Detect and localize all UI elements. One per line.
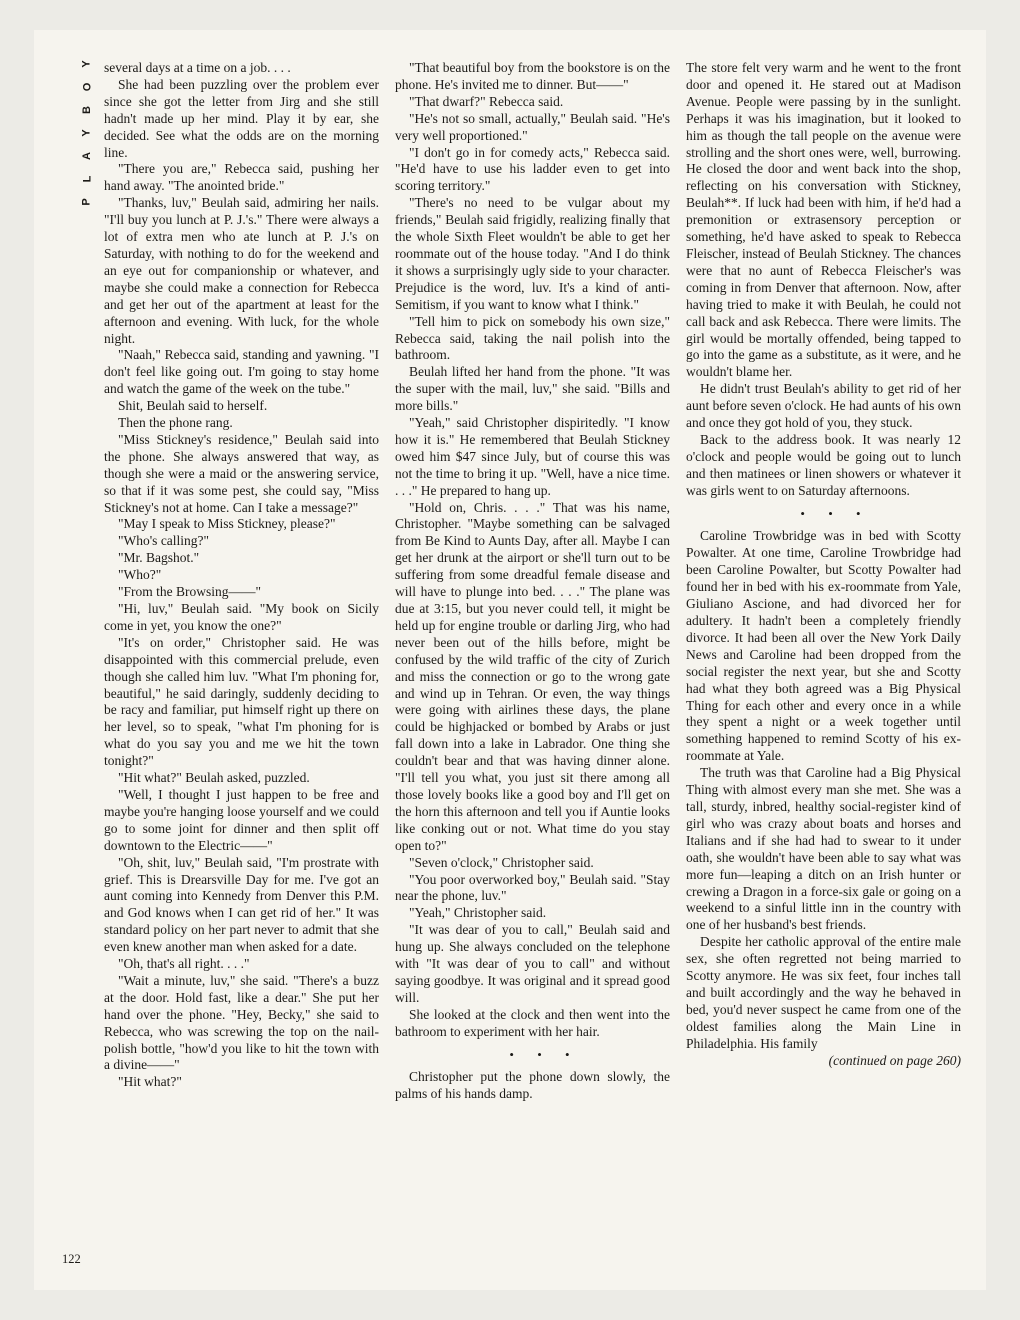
magazine-letter: P [81, 198, 93, 206]
text-column-3 [686, 60, 961, 1275]
paragraph: Then the phone rang. [118, 415, 233, 431]
paragraph: "It was dear of you to call," Beulah said and hung up. She always concluded on the telephone with "It was dear of you to call" and without saying goodbye. It was original and it spread good will. [395, 922, 670, 1005]
paragraph: "Yeah," said Christopher dispiritedly. "I know how it is." He remembered that Beulah Stickney owed him $47 since July, but of course this was not the time to bring it up. "Well, have a nice time. . . ." He prepared to hang up. [395, 415, 670, 498]
paragraph: "That dwarf?" Rebecca said. [409, 93, 564, 109]
paragraph: "Hit what?" [118, 1074, 182, 1090]
paragraph: The truth was that Caroline had a Big Physical Thing with almost every man she met. She was a tall, sturdy, inbred, healthy social-register kind of girl who was crazy about boats and horses and Italians and if she had had to swear to it under oath, she wouldn't have been able to say what was more fun—leaping a ditch on an Irish hunter or crewing a Dragon in a force-six gale or going on a weekend to a sinful little inn in the country with one of her husband's best friends. [686, 765, 961, 933]
paragraph: Beulah lifted her hand from the phone. "It was the super with the mail, luv," she said. "Bills and more bills." [395, 364, 670, 414]
paragraph: She had been puzzling over the problem ever since she got the letter from Jirg and she still hadn't made up her mind. Play it by ear, she decided. See what the odds are on the morning line. [104, 76, 379, 160]
magazine-letter: L [80, 175, 93, 183]
magazine-name-vertical [78, 58, 96, 208]
paragraph: "Hold on, Chris. . . ." That was his name, Christopher. "Maybe something can be salvaged from Be Kind to Aunts Day, after all. Maybe I can get her drunk at the airport or she'll turn out to be suffering from some dreadful female disease and will have to plunge into bed. . . ." The plane was due at 3:15, but you never could tell, it might be held up for engine trouble or darling Jirg, who had never been out of the hills before, might be confused by the wild traffic of the city of Zurich and miss the connection or go to the wrong gate and wind up in Tehran. Or even, the way things were going with airlines these days, the plane could be highjacked or bombed by Arabs or just fall down into a lake in Labrador. One thing she couldn't bear and that was having dinner alone. "I'll tell you what, you just sit there among all those lovely books like a good boy and I'll get on the horn this afternoon and tell you if Auntie looks like conking out or not. What time do you stay open to?" [395, 499, 670, 853]
paragraph: "Who?" [118, 567, 162, 583]
paragraph: She looked at the clock and then went into the bathroom to experiment with her hair. [395, 1006, 670, 1039]
text-column-1 [104, 60, 379, 1275]
paragraph: "Hi, luv," Beulah said. "My book on Sicily come in yet, you know the one?" [104, 601, 379, 633]
paragraph: "There's no need to be vulgar about my friends," Beulah said frigidly, realizing finally that the whole Sixth Fleet wouldn't be able to get her roommate out of the house today. "And I do think it shows a surprisingly ugly side to your character. Prejudice is the word, luv. It's a kind of anti-Semitism, if you want to know what I think." [395, 195, 670, 312]
paragraph: Christopher put the phone down slowly, the palms of his hands damp. [395, 1069, 670, 1102]
paragraph: He didn't trust Beulah's ability to get rid of her aunt before seven o'clock. He had aunts of his own and once they got hold of you, they stuck. [686, 381, 961, 431]
paragraph: "Oh, shit, luv," Beulah said, "I'm prostrate with grief. This is Drearsville Day for me. I've got an aunt coming into Kennedy from Denver this P.M. and God knows when I can get rid of her." It was standard policy on her part never to admit that she even knew another man when asked for a date. [104, 854, 379, 955]
paragraph: Shit, Beulah said to herself. [118, 398, 268, 414]
paragraph: Back to the address book. It was nearly 12 o'clock and people would be going out to lunch and then matinees or linen showers or whatever it was girls went to on Saturday afternoons. [686, 431, 961, 498]
paragraph: "Wait a minute, luv," she said. "There's a buzz at the door. Hold fast, like a dear." She put her hand over the phone. "Hey, Becky," she said to Rebecca, who was screwing the top on the nail-polish bottle, "how'd you like to hit the town with a divine——" [104, 972, 379, 1073]
paragraph: Despite her catholic approval of the entire male sex, she often regretted not being married to Scotty anymore. He was six feet, four inches tall and built accordingly and the way he behaved in bed, you'd never suspect he came from one of the oldest families along the Main Line in Philadelphia. His family [686, 934, 961, 1051]
paragraph: The store felt very warm and he went to the front door and opened it. He stared out at Madison Avenue. People were passing by in the sunlight. Perhaps it was his imagination, but it looked to him as though the tall people on the avenue were strolling and the short ones were, well, burrowing. He closed the door and went back into the shop, reflecting on his conversation with Stickney, Beulah**. If luck had been with him, if he'd had a premonition or extrasensory perception or something, he'd have asked to speak to Rebecca Fleischer, instead of Beulah Stickney. The chances were that no aunt of Rebecca Fleischer's was coming in from Denver that afternoon. Now, after having tried to make it with Beulah, he could not call back and ask Rebecca. There were limits. The girl would be mortally offended, being tapped to go into the game as a substitute, as it were, and he wouldn't blame her. [686, 60, 961, 380]
paragraph: several days at a time on a job. . . . [104, 60, 291, 75]
paragraph: "Yeah," Christopher said. [409, 905, 547, 921]
paragraph: Caroline Trowbridge was in bed with Scotty Powalter. At one time, Caroline Trowbridge had been Caroline Powalter, but Scotty Powalter had found her in bed with his ex-roommate from Yale, Giuliano Ascione, and had divorced her for adultery. It hadn't been a completely friendly divorce. It had been all over the New York Daily News and Caroline had been dropped from the social register the next year, but she and Scotty had what they both agreed was a Big Physical Thing for each other and every once in a while they spent a night or a week together until something happened to remind Scotty of his ex-roommate at Yale. [686, 528, 961, 764]
paragraph: "Well, I thought I just happen to be free and maybe you're hanging loose yourself and we could go to some joint for dinner and then split off downtown to the Electric——" [104, 786, 379, 853]
magazine-letter: Y [81, 129, 93, 137]
paragraph: "It's on order," Christopher said. He was disappointed with this commercial prelude, even though she called him luv. "What I'm phoning for, beautiful," he said daringly, suddenly deciding to be racy and familiar, put himself right up there on her level, so to speak, "what I'm phoning for is what do you say you and me we hit the town tonight?" [104, 634, 379, 769]
paragraph: "From the Browsing——" [118, 584, 262, 600]
magazine-letter: B [80, 106, 93, 114]
paragraph: "Tell him to pick on somebody his own size," Rebecca said, taking the nail polish into the bathroom. [395, 313, 670, 363]
paragraph: "May I speak to Miss Stickney, please?" [118, 516, 336, 532]
text-column-2 [395, 60, 670, 1275]
page-number: 122 [62, 1252, 81, 1266]
continued-note: (continued on page 260) [828, 1052, 961, 1068]
paragraph: "Hit what?" Beulah asked, puzzled. [118, 770, 310, 786]
paragraph: "You poor overworked boy," Beulah said. "Stay near the phone, luv." [395, 871, 670, 904]
section-separator: • • • [800, 505, 871, 521]
paragraph: "He's not so small, actually," Beulah said. "He's very well proportioned." [395, 110, 670, 143]
paragraph: "Who's calling?" [118, 533, 210, 549]
magazine-letter: Y [81, 60, 93, 68]
paragraph: "Oh, that's all right. . . ." [118, 956, 250, 972]
magazine-letter: O [81, 82, 93, 92]
paragraph: "I don't go in for comedy acts," Rebecca said. "He'd have to use his ladder even to get into scoring territory." [395, 144, 670, 194]
paragraph: "Seven o'clock," Christopher said. [409, 854, 594, 870]
paragraph: "Miss Stickney's residence," Beulah said into the phone. She always answered that way, as though she were a maid or the answering service, so that if it was some pest, she could say, "Miss Stickney's not at home. Can I take a message?" [104, 431, 379, 515]
paragraph: "Naah," Rebecca said, standing and yawning. "I don't feel like going out. I'm going to stay home and watch the game of the week on the tube." [104, 347, 379, 397]
paragraph: "There you are," Rebecca said, pushing her hand away. "The anointed bride." [104, 161, 379, 194]
paragraph: "That beautiful boy from the bookstore is on the phone. He's invited me to dinner. But——" [395, 60, 670, 92]
paragraph: "Mr. Bagshot." [118, 550, 200, 566]
magazine-letter: A [80, 152, 93, 160]
section-separator: • • • [509, 1046, 580, 1062]
paragraph: "Thanks, luv," Beulah said, admiring her nails. "I'll buy you lunch at P. J.'s." There were always a lot of extra men who ate lunch at P. J.'s on Saturday, with nothing to do for the weekend and an eye out for companionship or whatever, and maybe she could make a connection for Rebecca and get her out of the apartment at least for the afternoon and evening. With luck, for the whole night. [104, 195, 379, 346]
